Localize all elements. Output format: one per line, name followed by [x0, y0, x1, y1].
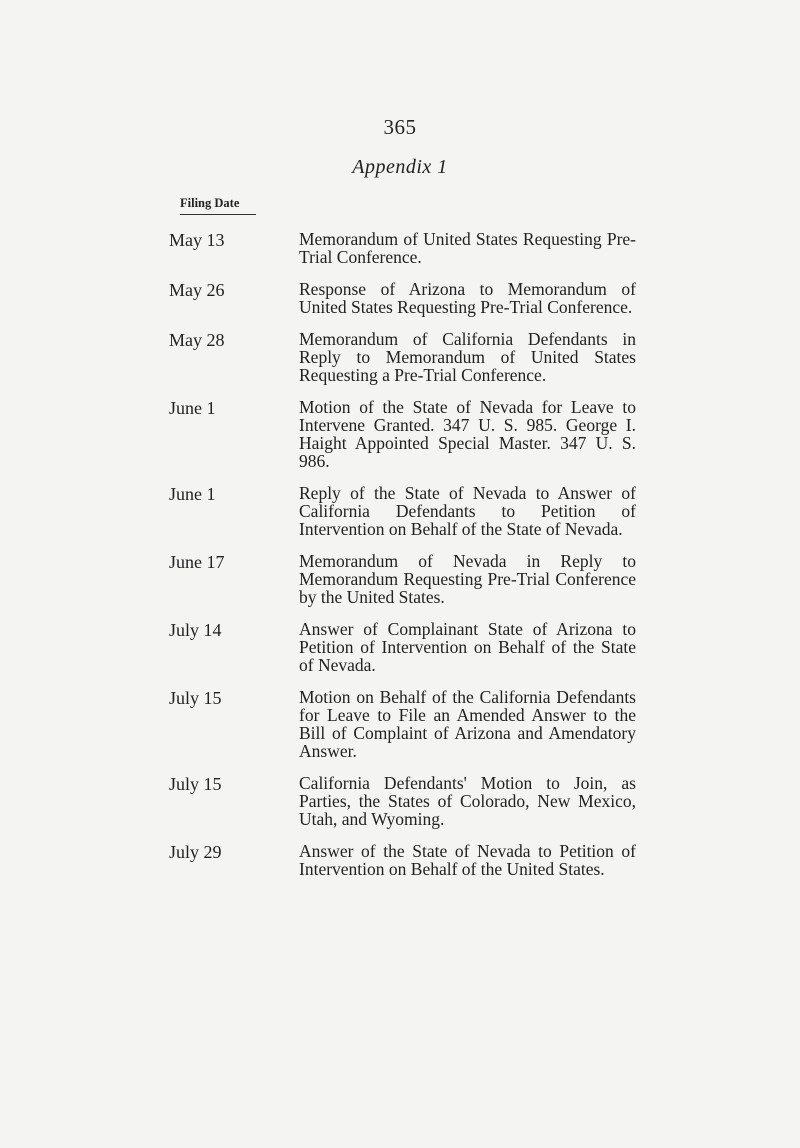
entry-description: California Defendants' Motion to Join, as Parties, the States of Colorado, New Mexico, Utah, and Wyoming. [299, 773, 636, 829]
entry-date: July 15 [169, 688, 222, 708]
list-item [169, 552, 639, 606]
list-item [169, 842, 639, 878]
page-number: 365 [383, 115, 417, 139]
entry-description: Motion of the State of Nevada for Leave to Intervene Granted. 347 U. S. 985. George I. Haight Appointed Special Master. 347 U. S. 986. [299, 397, 636, 471]
entry-description: Answer of the State of Nevada to Petition of Intervention on Behalf of the United States. [299, 841, 636, 879]
entry-description: Answer of Complainant State of Arizona to Petition of Intervention on Behalf of the State of Nevada. [299, 619, 636, 675]
filing-date-header: Filing Date [180, 196, 256, 215]
entry-description: Reply of the State of Nevada to Answer of California Defendants to Petition of Intervention on Behalf of the State of Nevada. [299, 483, 636, 539]
entry-date: July 14 [169, 620, 222, 640]
entries-list [169, 230, 639, 892]
list-item [169, 688, 639, 760]
entry-date: June 1 [169, 484, 216, 504]
entry-description: Motion on Behalf of the California Defendants for Leave to File an Amended Answer to the Bill of Complaint of Arizona and Amendatory Answer. [299, 687, 636, 761]
list-item [169, 484, 639, 538]
list-item [169, 230, 639, 266]
entry-date: May 28 [169, 330, 225, 350]
entry-date: May 13 [169, 230, 225, 250]
entry-date: July 29 [169, 842, 222, 862]
entry-date: May 26 [169, 280, 225, 300]
entry-description: Memorandum of United States Requesting Pre-Trial Conference. [299, 229, 636, 267]
entry-date: June 17 [169, 552, 225, 572]
entry-description: Memorandum of Nevada in Reply to Memorandum Requesting Pre-Trial Conference by the United States. [299, 551, 636, 607]
appendix-title: Appendix 1 [352, 156, 448, 178]
list-item [169, 280, 639, 316]
entry-description: Memorandum of California Defendants in Reply to Memorandum of United States Requesting a Pre-Trial Conference. [299, 329, 636, 385]
entry-date: July 15 [169, 774, 222, 794]
entry-date: June 1 [169, 398, 216, 418]
entry-description: Response of Arizona to Memorandum of United States Requesting Pre-Trial Conference. [299, 279, 636, 317]
list-item [169, 330, 639, 384]
list-item [169, 620, 639, 674]
list-item [169, 398, 639, 470]
list-item [169, 774, 639, 828]
